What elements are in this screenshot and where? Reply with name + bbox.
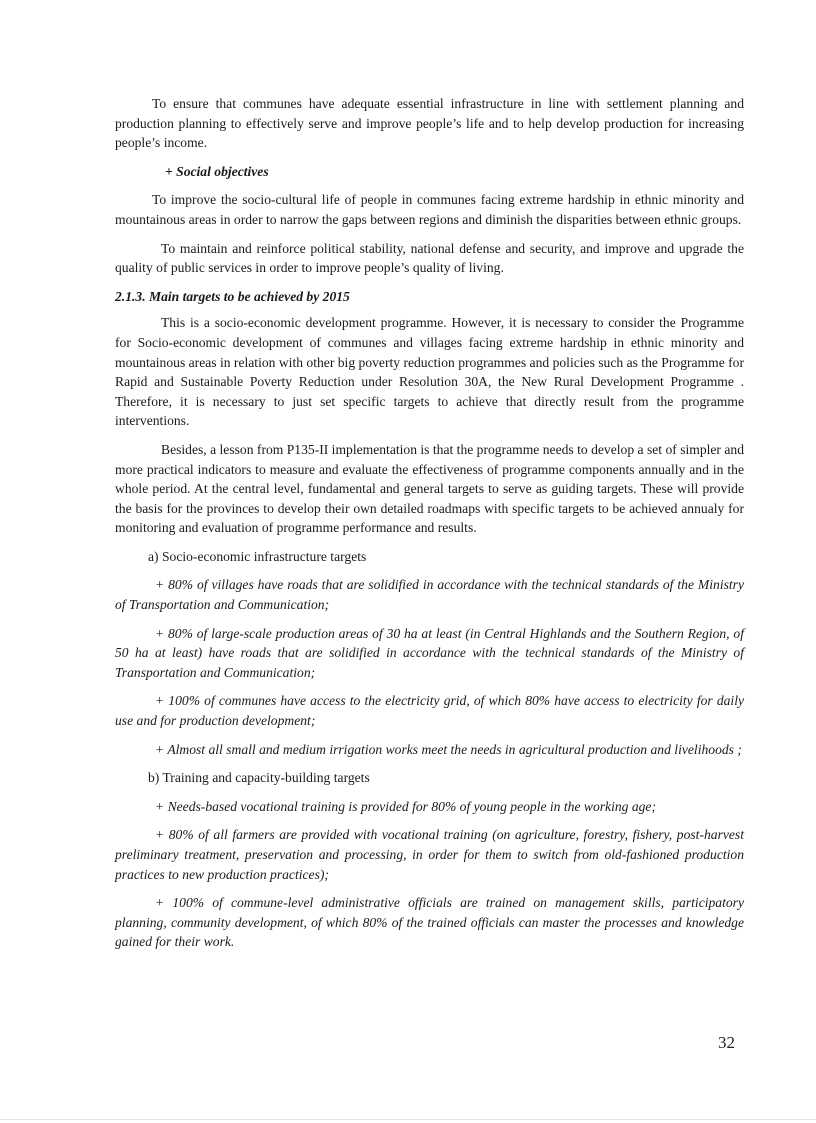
target-item: + Almost all small and medium irrigation works meet the needs in agricultural production and livelihoods ; (155, 741, 742, 757)
target-item: + Needs-based vocational training is provided for 80% of young people in the working age; (155, 798, 656, 814)
target-item: + 80% of large-scale production areas of 30 ha at least (in Central Highlands and the Southern Region, of 50 ha at least) have roads that are solidified in accordance with the technical standards of the Ministry of Transportation and Communication; (115, 625, 744, 680)
page-number: 32 (718, 1033, 735, 1052)
target-item: + 100% of communes have access to the electricity grid, of which 80% have access to electricity for daily use and for production development; (115, 693, 744, 729)
document-page (115, 94, 744, 961)
social-objective-paragraph: To maintain and reinforce political stability, national defense and security, and improve and upgrade the quality of public services in order to improve people’s quality of living. (115, 240, 744, 276)
target-item: + 100% of commune-level administrative officials are trained on management skills, participatory planning, community development, of which 80% of the trained officials can master the processes and knowledge gained for their work. (115, 895, 744, 950)
intro-paragraph: To ensure that communes have adequate essential infrastructure in line with settlement planning and production planning to effectively serve and improve people’s life and to help develop production for increasing people’s income. (115, 96, 744, 151)
group-a-label: a) Socio-economic infrastructure targets (148, 548, 367, 564)
social-objectives-heading: + Social objectives (165, 163, 269, 179)
target-item: + 80% of all farmers are provided with vocational training (on agriculture, forestry, fishery, post-harvest preliminary treatment, preservation and processing, in order for them to switch from old-fashioned production practices to new production practices); (115, 827, 744, 882)
group-b-label: b) Training and capacity-building targets (148, 770, 370, 786)
page-bottom-divider (0, 1119, 816, 1120)
section-heading: 2.1.3. Main targets to be achieved by 2015 (115, 288, 350, 304)
target-item: + 80% of villages have roads that are solidified in accordance with the technical standards of the Ministry of Transportation and Communication; (115, 577, 744, 613)
section-paragraph: Besides, a lesson from P135-II implementation is that the programme needs to develop a set of simpler and more practical indicators to measure and evaluate the effectiveness of programme components annually and in the whole period. At the central level, fundamental and general targets to serve as guiding targets. These will provide the basis for the provinces to develop their own detailed roadmaps with specific targets to be achieved annualy for monitoring and evaluation of programme performance and results. (115, 441, 744, 536)
social-objective-paragraph: To improve the socio-cultural life of people in communes facing extreme hardship in ethnic minority and mountainous areas in order to narrow the gaps between regions and diminish the disparities between ethnic groups. (115, 192, 744, 227)
section-paragraph: This is a socio-economic development programme. However, it is necessary to consider the Programme for Socio-economic development of communes and villages facing extreme hardship in ethnic minority and mountainous areas in relation with other big poverty reduction programmes and policies such as the Programme for Rapid and Sustainable Poverty Reduction under Resolution 30A, the New Rural Development Programme . Therefore, it is necessary to just set specific targets to achieve that directly result from the programme interventions. (115, 315, 744, 429)
